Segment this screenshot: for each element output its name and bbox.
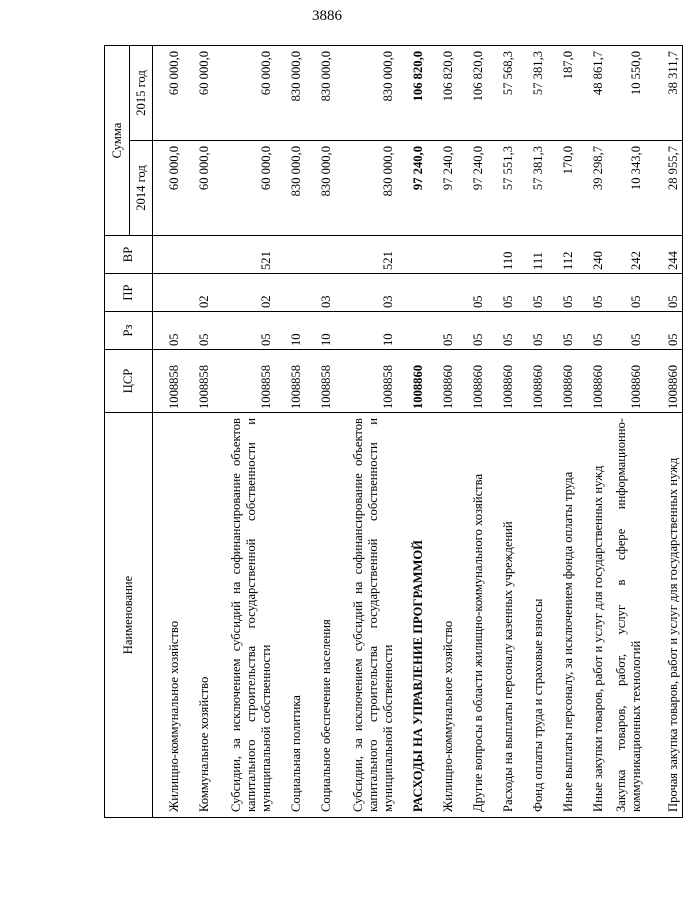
cell-y2015: 187,0: [547, 45, 577, 140]
cell-pr: 05: [487, 274, 517, 312]
cell-y2015: 48 861,7: [577, 45, 607, 140]
table-row: [457, 45, 487, 817]
cell-pr: 05: [457, 274, 487, 312]
cell-name: Закупка товаров, работ, услуг в сфере информационно-коммуникационных технологий: [607, 413, 645, 818]
cell-y2014: 28 955,7: [645, 141, 683, 236]
table-row: [183, 45, 213, 817]
table-row: [645, 45, 683, 817]
table-row: [275, 45, 305, 817]
cell-y2014: 57 381,3: [517, 141, 547, 236]
cell-vr: [397, 236, 427, 274]
cell-rz: 05: [487, 312, 517, 350]
header-vr: ВР: [105, 236, 153, 274]
page-number: 3886: [312, 8, 342, 24]
cell-pr: [427, 274, 457, 312]
cell-pr: 05: [517, 274, 547, 312]
rotated-table-container: [104, 46, 681, 818]
cell-csr: 1008860: [577, 350, 607, 413]
table-row: [153, 45, 183, 817]
cell-name: Жилищно-коммунальное хозяйство: [427, 413, 457, 818]
cell-csr: 1008860: [487, 350, 517, 413]
table-row: [213, 45, 275, 817]
header-rz: Рз: [105, 312, 153, 350]
cell-y2014: 57 551,3: [487, 141, 517, 236]
cell-csr: 1008860: [427, 350, 457, 413]
cell-vr: [427, 236, 457, 274]
table-row: [487, 45, 517, 817]
table-row: [517, 45, 547, 817]
table-row: [397, 45, 427, 817]
cell-name: Коммунальное хозяйство: [183, 413, 213, 818]
cell-y2014: 39 298,7: [577, 141, 607, 236]
cell-vr: [305, 236, 335, 274]
cell-vr: 521: [335, 236, 397, 274]
cell-rz: 05: [645, 312, 683, 350]
cell-pr: 05: [645, 274, 683, 312]
cell-y2015: 60 000,0: [183, 45, 213, 140]
cell-y2015: 106 820,0: [397, 45, 427, 140]
cell-y2015: 10 550,0: [607, 45, 645, 140]
cell-pr: 05: [547, 274, 577, 312]
cell-y2015: 60 000,0: [153, 45, 183, 140]
cell-y2015: 60 000,0: [213, 45, 275, 140]
cell-rz: 05: [183, 312, 213, 350]
cell-pr: [275, 274, 305, 312]
cell-rz: 05: [517, 312, 547, 350]
cell-pr: 02: [183, 274, 213, 312]
table-header: [105, 45, 153, 817]
header-csr: ЦСР: [105, 350, 153, 413]
cell-rz: 05: [153, 312, 183, 350]
cell-vr: 242: [607, 236, 645, 274]
cell-name: Прочая закупка товаров, работ и услуг для государственных нужд: [645, 413, 683, 818]
cell-rz: 10: [335, 312, 397, 350]
cell-rz: 05: [577, 312, 607, 350]
cell-pr: [153, 274, 183, 312]
cell-name: Иные выплаты персоналу, за исключением фонда оплаты труда: [547, 413, 577, 818]
table-row: [577, 45, 607, 817]
budget-table: [104, 45, 683, 818]
cell-vr: 111: [517, 236, 547, 274]
cell-pr: 05: [577, 274, 607, 312]
cell-pr: 03: [335, 274, 397, 312]
header-2014: 2014 год: [130, 141, 153, 236]
cell-y2014: 830 000,0: [335, 141, 397, 236]
cell-name: Субсидии, за исключением субсидий на софинансирование объектов капитального строительства государственной собственности и муниципальной собственности: [213, 413, 275, 818]
cell-csr: 1008858: [275, 350, 305, 413]
cell-y2015: 830 000,0: [335, 45, 397, 140]
cell-csr: 1008858: [153, 350, 183, 413]
cell-pr: 03: [305, 274, 335, 312]
cell-y2014: 830 000,0: [305, 141, 335, 236]
cell-y2015: 57 381,3: [517, 45, 547, 140]
cell-pr: [397, 274, 427, 312]
cell-vr: 521: [213, 236, 275, 274]
cell-rz: 10: [305, 312, 335, 350]
cell-y2014: 97 240,0: [427, 141, 457, 236]
cell-rz: 05: [547, 312, 577, 350]
cell-csr: 1008860: [607, 350, 645, 413]
cell-csr: 1008860: [397, 350, 427, 413]
table-body: [153, 45, 683, 817]
cell-name: Расходы на выплаты персоналу казенных учреждений: [487, 413, 517, 818]
table-row: [427, 45, 457, 817]
cell-y2014: 97 240,0: [397, 141, 427, 236]
cell-y2014: 97 240,0: [457, 141, 487, 236]
cell-csr: 1008860: [517, 350, 547, 413]
cell-y2015: 106 820,0: [427, 45, 457, 140]
cell-name: Социальное обеспечение населения: [305, 413, 335, 818]
cell-rz: 05: [607, 312, 645, 350]
cell-name: Субсидии, за исключением субсидий на софинансирование объектов капитального строительства государственной собственности и муниципальной собственности: [335, 413, 397, 818]
cell-name: РАСХОДЫ НА УПРАВЛЕНИЕ ПРОГРАММОЙ: [397, 413, 427, 818]
cell-y2015: 830 000,0: [305, 45, 335, 140]
cell-name: Иные закупки товаров, работ и услуг для государственных нужд: [577, 413, 607, 818]
table-row: [335, 45, 397, 817]
cell-csr: 1008858: [213, 350, 275, 413]
cell-name: Социальная политика: [275, 413, 305, 818]
cell-csr: 1008860: [457, 350, 487, 413]
cell-csr: 1008858: [305, 350, 335, 413]
cell-csr: 1008860: [645, 350, 683, 413]
cell-csr: 1008858: [183, 350, 213, 413]
cell-y2014: 10 343,0: [607, 141, 645, 236]
cell-pr: 05: [607, 274, 645, 312]
cell-y2015: 830 000,0: [275, 45, 305, 140]
table-row: [305, 45, 335, 817]
cell-vr: 244: [645, 236, 683, 274]
cell-y2014: 60 000,0: [213, 141, 275, 236]
cell-vr: [183, 236, 213, 274]
cell-y2014: 830 000,0: [275, 141, 305, 236]
cell-y2014: 60 000,0: [153, 141, 183, 236]
cell-vr: [153, 236, 183, 274]
cell-y2014: 170,0: [547, 141, 577, 236]
cell-rz: 10: [275, 312, 305, 350]
header-name: Наименование: [105, 413, 153, 818]
table-row: [607, 45, 645, 817]
cell-rz: 05: [427, 312, 457, 350]
cell-vr: [457, 236, 487, 274]
cell-rz: 05: [213, 312, 275, 350]
cell-csr: 1008858: [335, 350, 397, 413]
cell-vr: 110: [487, 236, 517, 274]
cell-name: Фонд оплаты труда и страховые взносы: [517, 413, 547, 818]
cell-y2015: 106 820,0: [457, 45, 487, 140]
cell-vr: [275, 236, 305, 274]
cell-csr: 1008860: [547, 350, 577, 413]
cell-rz: [397, 312, 427, 350]
cell-name: Другие вопросы в области жилищно-коммунального хозяйства: [457, 413, 487, 818]
cell-y2015: 57 568,3: [487, 45, 517, 140]
header-sum: Сумма: [105, 45, 130, 235]
table-row: [547, 45, 577, 817]
header-pr: ПР: [105, 274, 153, 312]
cell-vr: 240: [577, 236, 607, 274]
cell-y2015: 38 311,7: [645, 45, 683, 140]
cell-y2014: 60 000,0: [183, 141, 213, 236]
cell-rz: 05: [457, 312, 487, 350]
cell-pr: 02: [213, 274, 275, 312]
cell-name: Жилищно-коммунальное хозяйство: [153, 413, 183, 818]
header-2015: 2015 год: [130, 45, 153, 140]
cell-vr: 112: [547, 236, 577, 274]
